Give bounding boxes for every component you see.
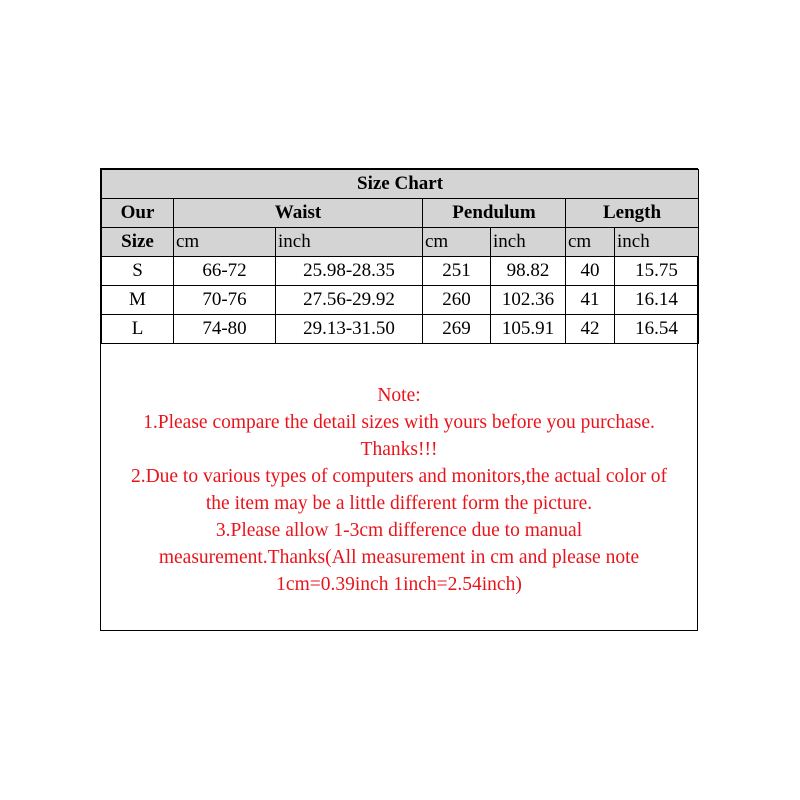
size-cell: S bbox=[102, 257, 174, 286]
size-chart-title: Size Chart bbox=[102, 170, 699, 199]
waist-cm-cell: 66-72 bbox=[174, 257, 276, 286]
length-inch-header: inch bbox=[615, 228, 699, 257]
waist-cm-header: cm bbox=[174, 228, 276, 257]
note-line: 1cm=0.39inch 1inch=2.54inch) bbox=[276, 574, 522, 595]
waist-inch-cell: 25.98-28.35 bbox=[276, 257, 423, 286]
pendulum-inch-cell: 98.82 bbox=[491, 257, 566, 286]
table-row bbox=[102, 315, 699, 344]
note-line: 2.Due to various types of computers and monitors,the actual color of bbox=[130, 466, 668, 487]
waist-inch-cell: 27.56-29.92 bbox=[276, 286, 423, 315]
size-chart-frame bbox=[100, 168, 698, 631]
pendulum-header: Pendulum bbox=[423, 199, 566, 228]
size-chart-table bbox=[101, 169, 699, 344]
note-line: measurement.Thanks(All measurement in cm and please note bbox=[158, 547, 640, 568]
note-line: Thanks!!! bbox=[360, 439, 438, 460]
pendulum-inch-header: inch bbox=[491, 228, 566, 257]
waist-cm-cell: 74-80 bbox=[174, 315, 276, 344]
pendulum-cm-cell: 260 bbox=[423, 286, 491, 315]
note-line: 1.Please compare the detail sizes with yours before you purchase. bbox=[143, 412, 655, 433]
note-heading: Note: bbox=[377, 385, 421, 406]
length-cm-header: cm bbox=[566, 228, 615, 257]
length-cm-cell: 42 bbox=[566, 315, 615, 344]
length-cm-cell: 41 bbox=[566, 286, 615, 315]
waist-cm-cell: 70-76 bbox=[174, 286, 276, 315]
pendulum-cm-cell: 251 bbox=[423, 257, 491, 286]
title-row bbox=[102, 170, 699, 199]
size-cell: M bbox=[102, 286, 174, 315]
waist-inch-header: inch bbox=[276, 228, 423, 257]
length-cm-cell: 40 bbox=[566, 257, 615, 286]
size-label: Size bbox=[102, 228, 174, 257]
length-inch-cell: 16.54 bbox=[615, 315, 699, 344]
header-row bbox=[102, 199, 699, 228]
note-line: the item may be a little different form the picture. bbox=[205, 493, 593, 514]
table-row bbox=[102, 286, 699, 315]
pendulum-inch-cell: 102.36 bbox=[491, 286, 566, 315]
our-label: Our bbox=[102, 199, 174, 228]
length-header: Length bbox=[566, 199, 699, 228]
notes-block bbox=[101, 382, 697, 598]
length-inch-cell: 16.14 bbox=[615, 286, 699, 315]
waist-inch-cell: 29.13-31.50 bbox=[276, 315, 423, 344]
pendulum-cm-cell: 269 bbox=[423, 315, 491, 344]
pendulum-cm-header: cm bbox=[423, 228, 491, 257]
size-cell: L bbox=[102, 315, 174, 344]
unit-row bbox=[102, 228, 699, 257]
length-inch-cell: 15.75 bbox=[615, 257, 699, 286]
table-row bbox=[102, 257, 699, 286]
note-line: 3.Please allow 1-3cm difference due to manual bbox=[215, 520, 583, 541]
waist-header: Waist bbox=[174, 199, 423, 228]
pendulum-inch-cell: 105.91 bbox=[491, 315, 566, 344]
